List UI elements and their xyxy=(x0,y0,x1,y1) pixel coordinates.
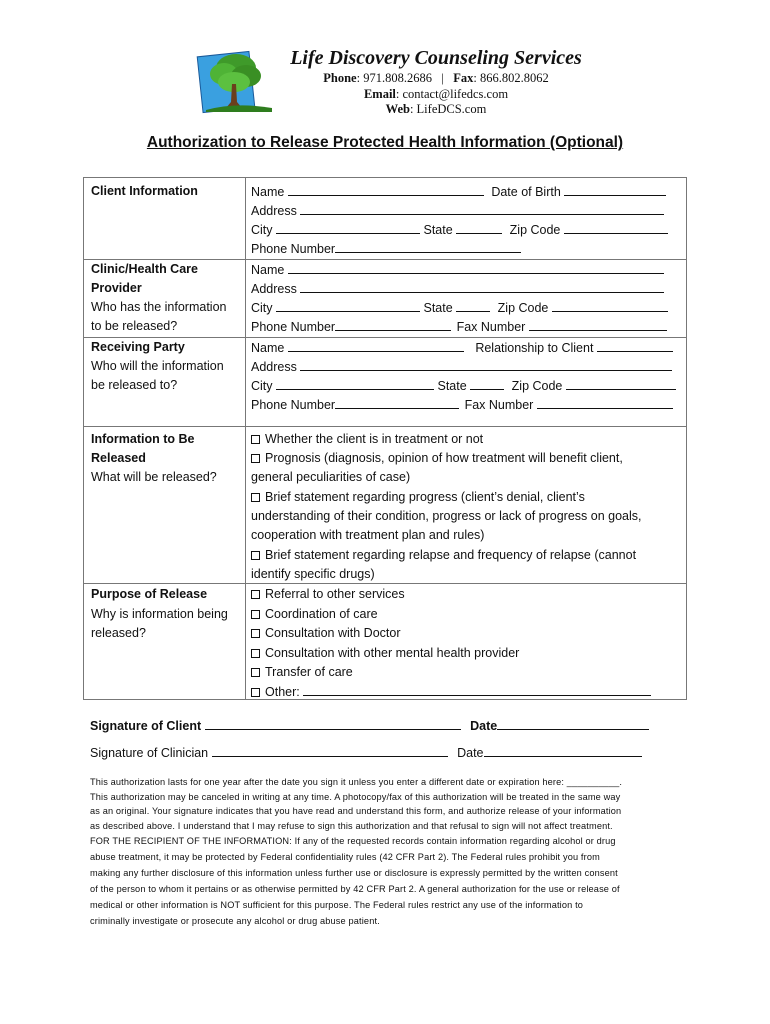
contact-phone-fax xyxy=(0,71,770,86)
fax-value: : 866.802.8062 xyxy=(473,71,549,85)
purpose-option-doctor-label: Consultation with Doctor xyxy=(265,626,401,640)
clinician-signature-field[interactable] xyxy=(212,745,448,757)
client-signature-field[interactable] xyxy=(205,718,461,730)
clinic-fax-label: Fax Number xyxy=(456,320,526,334)
clinician-signature-row xyxy=(90,745,642,760)
purpose-checkbox-coordination[interactable] xyxy=(251,610,260,619)
info-option-treatment xyxy=(251,432,483,446)
fax-label: Fax xyxy=(453,71,474,85)
client-dob-label: Date of Birth xyxy=(491,185,561,199)
clinic-desc-2: to be released? xyxy=(91,319,178,333)
purpose-checkbox-mental-health[interactable] xyxy=(251,649,260,658)
receiving-city-row xyxy=(251,378,676,393)
client-city-label: City xyxy=(251,223,273,237)
clinic-desc-1: Who has the information xyxy=(91,300,227,314)
receiving-name-field[interactable] xyxy=(288,340,464,352)
client-state-field[interactable] xyxy=(456,222,502,234)
receiving-state-label: State xyxy=(437,379,467,393)
info-checkbox-progress[interactable] xyxy=(251,493,260,502)
client-zip-label: Zip Code xyxy=(509,223,561,237)
clinic-fax-field[interactable] xyxy=(529,319,667,331)
info-checkbox-treatment[interactable] xyxy=(251,435,260,444)
clinic-phone-label: Phone Number xyxy=(251,320,336,334)
client-date-field[interactable] xyxy=(497,718,649,730)
clinic-name-row xyxy=(251,262,664,277)
client-signature-row xyxy=(90,718,649,733)
info-option-treatment-label: Whether the client is in treatment or not xyxy=(265,432,484,446)
info-option-progress-cont-1: understanding of their condition, progress or lack of progress on goals, xyxy=(251,509,642,523)
clinic-address-label: Address xyxy=(251,282,297,296)
clinic-name-label: Name xyxy=(251,263,285,277)
receiving-address-field[interactable] xyxy=(300,359,672,371)
receiving-zip-field[interactable] xyxy=(566,378,676,390)
client-address-field[interactable] xyxy=(300,203,664,215)
client-signature-label: Signature of Client xyxy=(90,719,202,733)
receiving-name-label: Name xyxy=(251,341,285,355)
purpose-checkbox-referral[interactable] xyxy=(251,590,260,599)
web-label: Web xyxy=(385,102,410,116)
client-name-field[interactable] xyxy=(288,184,484,196)
email-value: : contact@lifedcs.com xyxy=(395,87,509,101)
client-name-label: Name xyxy=(251,185,285,199)
client-phone-field[interactable] xyxy=(335,241,521,253)
purpose-other-field[interactable] xyxy=(303,684,651,696)
client-phone-label: Phone Number xyxy=(251,242,336,256)
client-date-label: Date xyxy=(470,719,498,733)
row-divider xyxy=(84,337,686,338)
clinic-section-label-1: Clinic/Health Care xyxy=(91,262,198,276)
purpose-option-mental-health xyxy=(251,646,519,660)
info-checkbox-prognosis[interactable] xyxy=(251,454,260,463)
client-address-label: Address xyxy=(251,204,297,218)
clinician-date-field[interactable] xyxy=(484,745,642,757)
phone-label: Phone xyxy=(323,71,357,85)
info-option-relapse-cont: identify specific drugs) xyxy=(251,567,375,581)
receiving-section-label: Receiving Party xyxy=(91,340,185,354)
receiving-phone-field[interactable] xyxy=(335,397,459,409)
purpose-section-label: Purpose of Release xyxy=(91,587,208,601)
client-zip-field[interactable] xyxy=(564,222,668,234)
receiving-city-field[interactable] xyxy=(276,378,434,390)
info-section-label-2: Released xyxy=(91,451,146,465)
purpose-option-coordination xyxy=(251,607,378,621)
clinician-date-label: Date xyxy=(457,746,484,760)
client-state-label: State xyxy=(423,223,453,237)
receiving-desc-2: be released to? xyxy=(91,378,178,392)
clinic-zip-label: Zip Code xyxy=(497,301,549,315)
clinic-state-label: State xyxy=(423,301,453,315)
authorization-form-table xyxy=(83,177,687,700)
contact-email xyxy=(0,87,770,102)
separator: | xyxy=(441,71,444,85)
info-option-progress-cont-2: cooperation with treatment plan and rules) xyxy=(251,528,485,542)
purpose-option-transfer xyxy=(251,665,353,679)
receiving-fax-field[interactable] xyxy=(537,397,673,409)
receiving-relationship-label: Relationship to Client xyxy=(475,341,594,355)
info-option-prognosis-cont: general peculiarities of case) xyxy=(251,470,411,484)
clinic-state-field[interactable] xyxy=(456,300,490,312)
client-city-row xyxy=(251,222,668,237)
purpose-option-referral-label: Referral to other services xyxy=(265,587,405,601)
clinic-city-row xyxy=(251,300,668,315)
receiving-phone-row xyxy=(251,397,673,412)
fine-print-line: This authorization lasts for one year after the date you sign it unless you enter a different date or expiration here: __________. xyxy=(90,777,623,787)
info-option-prognosis xyxy=(251,451,623,465)
receiving-address-row xyxy=(251,359,672,374)
client-name-row xyxy=(251,184,666,199)
purpose-checkbox-other[interactable] xyxy=(251,688,260,697)
web-value: : LifeDCS.com xyxy=(409,102,487,116)
client-phone-row xyxy=(251,241,521,256)
organization-name: Life Discovery Counseling Services xyxy=(290,47,582,69)
receiving-state-field[interactable] xyxy=(470,378,504,390)
info-option-prognosis-label: Prognosis (diagnosis, opinion of how treatment will benefit client, xyxy=(265,451,623,465)
info-checkbox-relapse[interactable] xyxy=(251,551,260,560)
info-option-relapse xyxy=(251,548,636,562)
contact-web xyxy=(0,102,770,117)
purpose-option-coordination-label: Coordination of care xyxy=(265,607,378,621)
purpose-desc-2: released? xyxy=(91,626,146,640)
clinic-address-row xyxy=(251,281,664,296)
fine-print-line: This authorization may be canceled in writing at any time. A photocopy/fax of this authorization will be treated in the same way xyxy=(90,792,621,802)
purpose-checkbox-transfer[interactable] xyxy=(251,668,260,677)
purpose-option-mental-health-label: Consultation with other mental health provider xyxy=(265,646,520,660)
info-option-progress-label: Brief statement regarding progress (client’s denial, client’s xyxy=(265,490,585,504)
clinician-signature-label: Signature of Clinician xyxy=(90,746,209,760)
purpose-option-other xyxy=(251,684,651,699)
row-divider xyxy=(84,259,686,260)
email-label: Email xyxy=(363,87,396,101)
receiving-name-row xyxy=(251,340,673,355)
purpose-option-doctor xyxy=(251,626,400,640)
fine-print-line: as described above. I understand that I may refuse to sign this authorization and that refusal to sign will not affect treatment. xyxy=(90,821,613,831)
info-option-progress xyxy=(251,490,585,504)
clinic-address-field[interactable] xyxy=(300,281,664,293)
purpose-desc-1: Why is information being xyxy=(91,607,228,621)
receiving-fax-label: Fax Number xyxy=(464,398,534,412)
form-title: Authorization to Release Protected Health Information (Optional) xyxy=(146,134,624,151)
fine-print-line: criminally investigate or prosecute any alcohol or drug abuse patient. xyxy=(90,916,380,926)
client-section-label: Client Information xyxy=(91,184,198,198)
receiving-phone-label: Phone Number xyxy=(251,398,336,412)
clinic-city-label: City xyxy=(251,301,273,315)
info-section-label-1: Information to Be xyxy=(91,432,195,446)
info-option-relapse-label: Brief statement regarding relapse and frequency of relapse (cannot xyxy=(265,548,637,562)
fine-print-line: of the person to whom it pertains or as otherwise permitted by 42 CFR Part 2. A general authorization for the use or release of xyxy=(90,884,620,894)
client-city-field[interactable] xyxy=(276,222,420,234)
purpose-option-other-label: Other: xyxy=(265,685,300,699)
client-dob-field[interactable] xyxy=(564,184,666,196)
receiving-address-label: Address xyxy=(251,360,297,374)
clinic-name-field[interactable] xyxy=(288,262,664,274)
clinic-phone-field[interactable] xyxy=(335,319,451,331)
clinic-phone-row xyxy=(251,319,667,334)
receiving-city-label: City xyxy=(251,379,273,393)
row-divider xyxy=(84,583,686,584)
fine-print-line: medical or other information is NOT sufficient for this purpose. The Federal rules restrict any use of the information to xyxy=(90,900,584,910)
receiving-desc-1: Who will the information xyxy=(91,359,224,373)
clinic-city-field[interactable] xyxy=(276,300,420,312)
info-desc: What will be released? xyxy=(91,470,217,484)
phone-value: : 971.808.2686 xyxy=(356,71,432,85)
row-divider xyxy=(84,426,686,427)
column-divider xyxy=(245,178,246,699)
receiving-zip-label: Zip Code xyxy=(511,379,563,393)
purpose-checkbox-doctor[interactable] xyxy=(251,629,260,638)
receiving-relationship-field[interactable] xyxy=(597,340,673,352)
fine-print-line: making any further disclosure of this information unless further use or disclosure is expressly permitted by the written consent xyxy=(90,868,618,878)
fine-print-line: abuse treatment, it may be protected by Federal confidentiality rules (42 CFR Part 2). The Federal rules prohibit you from xyxy=(90,852,600,862)
clinic-section-label-2: Provider xyxy=(91,281,142,295)
client-address-row xyxy=(251,203,664,218)
fine-print-line: FOR THE RECIPIENT OF THE INFORMATION: If any of the requested records contain information regarding alcohol or drug xyxy=(90,836,616,846)
purpose-option-referral xyxy=(251,587,405,601)
clinic-zip-field[interactable] xyxy=(552,300,668,312)
purpose-option-transfer-label: Transfer of care xyxy=(265,665,353,679)
fine-print-line: as an original. Your signature indicates that you have read and understand this form, and authorize release of your information xyxy=(90,806,622,816)
